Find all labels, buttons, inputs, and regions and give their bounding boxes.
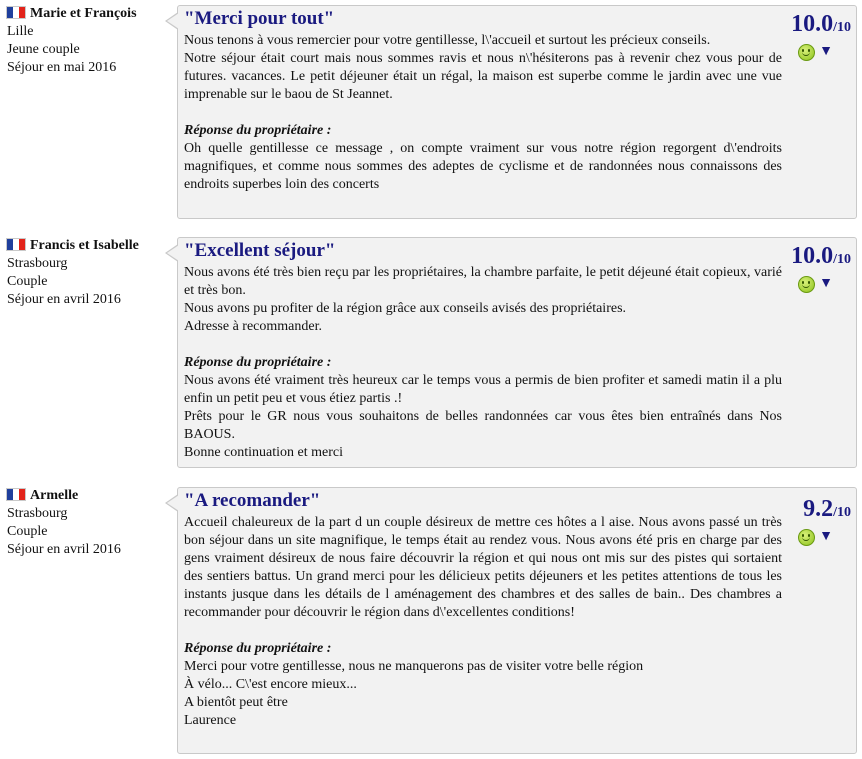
stay-date: Séjour en avril 2016 — [7, 292, 121, 307]
review-bubble — [177, 237, 857, 468]
review-title: "Excellent séjour" — [184, 240, 336, 261]
france-flag-icon — [7, 7, 25, 18]
reviewer-city: Strasbourg — [7, 256, 68, 271]
owner-response: Merci pour votre gentillesse, nous ne manquerons pas de visiter votre belle région À vélo... C\'est encore mieux... A bientôt peut être Laurence — [184, 659, 644, 728]
score-out-of: /10 — [833, 505, 851, 520]
reviewer-city: Lille — [7, 24, 34, 39]
reviewer-info — [7, 5, 172, 77]
score-value: 10.0 — [791, 243, 834, 269]
review-bubble — [177, 487, 857, 754]
smiley-icon — [798, 529, 815, 546]
smiley-icon — [798, 44, 815, 61]
reviewer-city: Strasbourg — [7, 506, 68, 521]
france-flag-icon — [7, 239, 25, 250]
smiley-icon — [798, 276, 815, 293]
reviewer-name: Armelle — [30, 488, 79, 503]
review-score — [777, 496, 851, 526]
owner-response: Oh quelle gentillesse ce message , on compte vraiment sur vous notre région regorgent d\'endroits magnifiques, et comme nous sommes des adeptes de cyclisme et de randonnées nous connaissons des endroits superbes loin des concerts — [184, 141, 782, 192]
france-flag-icon — [7, 489, 25, 500]
review-title: "Merci pour tout" — [184, 8, 335, 29]
owner-response-label: Réponse du propriétaire : — [184, 641, 332, 656]
reviewer-name: Francis et Isabelle — [30, 238, 139, 253]
stay-date: Séjour en avril 2016 — [7, 542, 121, 557]
review-text: Nous tenons à vous remercier pour votre gentillesse, l\'accueil et surtout les précieux conseils. Notre séjour était court mais nous sommes ravis et nous n\'hésiterons pas à revenir chez vous pour de futures. vacances. Le petit déjeuner était un régal, la maison est superbe comme le jardin avec une vue imprenable sur le baou de St Jeannet. — [184, 33, 782, 102]
review-bubble — [177, 5, 857, 219]
review-text: Accueil chaleureux de la part d un couple désireux de mettre ces hôtes a l aise. Nous avons passé un très bon séjour dans un site magnifique, le temps était au rendez vous. Nous avons été pris en charge par des gens vraiment désireux de nous faire découvrir la région et qui nous ont mis sur des pistes qui sortaient des sentiers battus. Un grand merci pour les délicieux petits déjeuners et les petites attentions de tous les instants jusque dans les détails de l aménagement des chambres et des salles de bain.. Des chambres a recommander pour découvrir le région dans d\'excellentes conditions! — [184, 515, 782, 620]
score-out-of: /10 — [833, 20, 851, 35]
owner-response: Nous avons été vraiment très heureux car le temps vous a permis de bien profiter et samedi matin il a plu enfin un petit peu et vous étiez partis .! Prêts pour le GR nous vous souhaitons de belles randonnées car vous êtes bien entraînés dans Nos BAOUS. Bonne continuation et merci — [184, 373, 782, 460]
score-value: 10.0 — [791, 11, 834, 37]
traveler-type: Couple — [7, 274, 48, 289]
score-out-of: /10 — [833, 252, 851, 267]
owner-response-label: Réponse du propriétaire : — [184, 355, 332, 370]
score-value: 9.2 — [803, 496, 834, 522]
reviewer-info — [7, 487, 172, 559]
review-title: "A recomander" — [184, 490, 321, 511]
score-box — [777, 243, 851, 293]
score-box — [777, 11, 851, 61]
expand-triangle-down-icon[interactable]: ▼ — [819, 276, 833, 292]
review-text: Nous avons été très bien reçu par les propriétaires, la chambre parfaite, le petit déjeuné était copieux, varié et très bon. Nous avons pu profiter de la région grâce aux conseils avisés des propriétaires. Adresse à recommander. — [184, 265, 782, 334]
traveler-type: Jeune couple — [7, 42, 80, 57]
review-score — [777, 11, 851, 41]
review-score — [777, 243, 851, 273]
score-box — [777, 496, 851, 546]
traveler-type: Couple — [7, 524, 48, 539]
reviewer-name: Marie et François — [30, 6, 137, 21]
expand-triangle-down-icon[interactable]: ▼ — [819, 44, 833, 60]
expand-triangle-down-icon[interactable]: ▼ — [819, 529, 833, 545]
reviewer-info — [7, 237, 172, 309]
owner-response-label: Réponse du propriétaire : — [184, 123, 332, 138]
stay-date: Séjour en mai 2016 — [7, 60, 117, 75]
